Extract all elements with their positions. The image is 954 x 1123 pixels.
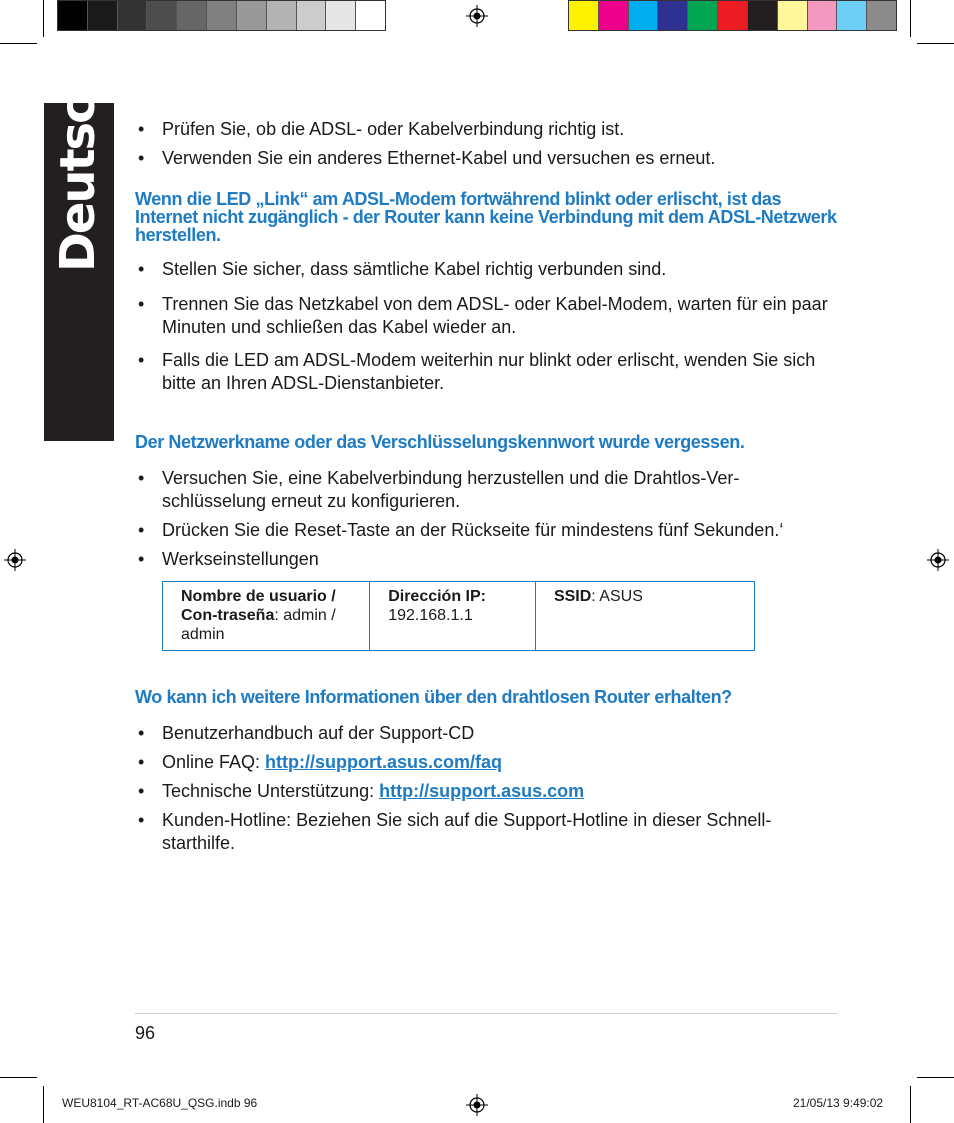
crop-mark [910, 0, 911, 37]
color-swatch [867, 1, 896, 30]
table-cell-ssid [535, 582, 754, 651]
default-settings-table [162, 581, 755, 651]
color-swatch [599, 1, 629, 30]
grayscale-color-bar [57, 0, 386, 31]
list-item: • Kunden-Hotline: Beziehen Sie sich auf die Support-Hotline in dieser Schnell-starthilfe. [135, 809, 837, 855]
crop-mark [917, 1077, 954, 1078]
list-item: • Stellen Sie sicher, dass sämtliche Kabel richtig verbunden sind. [135, 258, 837, 281]
print-date-info: 21/05/13 9:49:02 [793, 1096, 884, 1110]
ssid-label: SSID [553, 588, 592, 605]
color-swatch [326, 1, 356, 30]
list-item: • Prüfen Sie, ob die ADSL- oder Kabelverbindung richtig ist. [135, 118, 837, 141]
main-content [135, 118, 837, 861]
color-swatch [808, 1, 838, 30]
list-item [135, 780, 837, 803]
color-swatch [118, 1, 148, 30]
list-item [135, 751, 837, 774]
color-swatch [748, 1, 778, 30]
color-swatch [58, 1, 88, 30]
crop-mark [43, 1086, 44, 1123]
crop-mark [910, 1086, 911, 1123]
color-swatch [237, 1, 267, 30]
color-swatch [147, 1, 177, 30]
registration-mark-icon [4, 549, 26, 571]
color-swatch [88, 1, 118, 30]
section-heading-forgot-password: Der Netzwerkname oder das Verschlüsselungskennwort wurde vergessen. [135, 432, 745, 452]
ip-value: 192.168.1.1 [388, 607, 473, 624]
table-cell-username [163, 582, 370, 651]
username-value: : admin / admin [181, 607, 336, 643]
crop-mark [0, 1077, 37, 1078]
crop-mark [0, 43, 37, 44]
color-swatch [177, 1, 207, 30]
color-swatch [837, 1, 867, 30]
username-label: Nombre de usuario / Con-traseña [181, 588, 336, 624]
link-led-list [135, 258, 837, 395]
table-row [163, 582, 755, 651]
check-connection-list [135, 118, 837, 170]
list-item: • Verwenden Sie ein anderes Ethernet-Kabel und versuchen es erneut. [135, 147, 837, 170]
color-swatch [297, 1, 327, 30]
color-swatch [718, 1, 748, 30]
table-cell-ip [370, 582, 536, 651]
color-swatch [629, 1, 659, 30]
color-swatch [356, 1, 385, 30]
support-link[interactable]: http://support.asus.com [379, 781, 585, 801]
registration-mark-icon [466, 5, 488, 27]
color-swatch [778, 1, 808, 30]
crop-mark [43, 0, 44, 37]
list-item: • Drücken Sie die Reset-Taste an der Rückseite für mindestens fünf Sekunden.‘ [135, 519, 837, 542]
color-swatch [658, 1, 688, 30]
section-heading-link-led: Wenn die LED „Link“ am ADSL-Modem fortwährend blinkt oder erlischt, ist das Internet nicht zugänglich - der Router kann keine Verbindung mit dem ADSL-Netzwerk herstellen. [135, 189, 837, 245]
list-item: • Werkseinstellungen [135, 548, 837, 571]
list-item: • Benutzerhandbuch auf der Support-CD [135, 722, 837, 745]
footer-divider [135, 1013, 837, 1014]
color-swatch [688, 1, 718, 30]
ip-label: Dirección IP: [388, 588, 486, 605]
registration-mark-icon [927, 549, 949, 571]
registration-mark-icon [466, 1094, 488, 1116]
support-label: Technische Unterstützung: [162, 781, 380, 801]
print-file-info: WEU8104_RT-AC68U_QSG.indb 96 [62, 1096, 258, 1110]
crop-mark [917, 43, 954, 44]
list-item: • Trennen Sie das Netzkabel von dem ADSL- oder Kabel-Modem, warten für ein paar Minuten und schließen das Kabel wieder an. [135, 293, 837, 339]
faq-link[interactable]: http://support.asus.com/faq [265, 752, 503, 772]
language-tab-label: Deutsch [50, 65, 106, 272]
color-swatch [569, 1, 599, 30]
section-heading-more-info: Wo kann ich weitere Informationen über den drahtlosen Router erhalten? [135, 687, 732, 707]
faq-label: Online FAQ: [162, 752, 266, 772]
list-item: • Falls die LED am ADSL-Modem weiterhin nur blinkt oder erlischt, wenden Sie sich bitte an Ihren ADSL-Dienstanbieter. [135, 349, 837, 395]
color-swatch [267, 1, 297, 30]
ssid-value: : ASUS [591, 588, 643, 605]
forgot-password-list [135, 467, 837, 571]
page-number: 96 [135, 1023, 156, 1043]
process-color-bar [568, 0, 897, 31]
more-info-list [135, 722, 837, 855]
color-swatch [207, 1, 237, 30]
list-item: • Versuchen Sie, eine Kabelverbindung herzustellen und die Drahtlos-Ver-schlüsselung erneut zu konfigurieren. [135, 467, 837, 513]
